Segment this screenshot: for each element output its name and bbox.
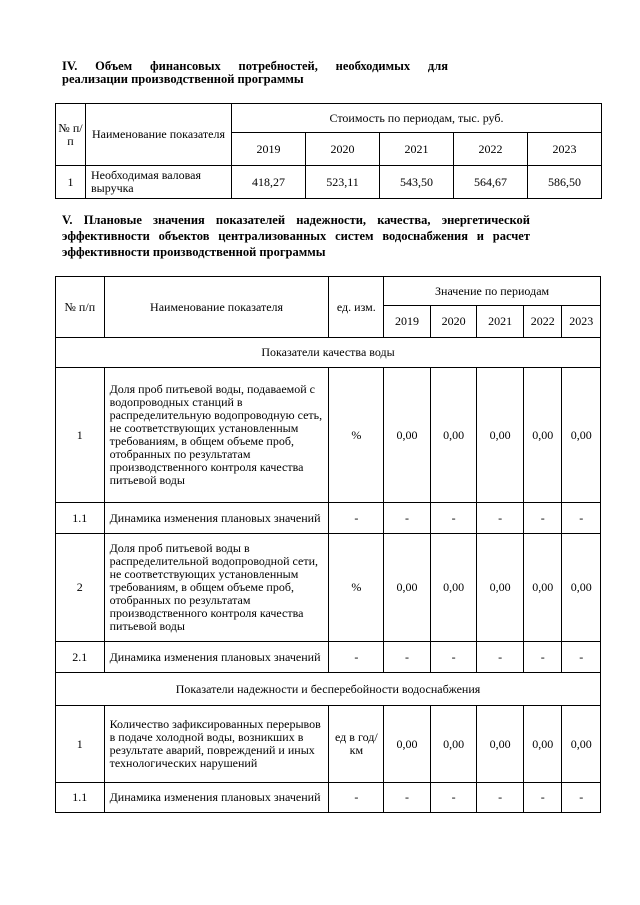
year-header: 2020 — [306, 133, 380, 166]
row-value: - — [430, 783, 477, 813]
row-value: - — [384, 783, 431, 813]
row-unit: ед в год/ км — [329, 706, 384, 783]
table-row — [56, 503, 601, 534]
row-num: 1 — [56, 706, 105, 783]
row-unit: - — [329, 642, 384, 673]
section4-title-line2: реализации производственной программы — [62, 72, 304, 86]
year-header: 2019 — [232, 133, 306, 166]
group-header-water-quality: Показатели качества воды — [56, 338, 601, 368]
row-value: - — [523, 503, 561, 534]
row-value: 0,00 — [430, 534, 477, 642]
row-value: - — [430, 642, 477, 673]
row-num: 1 — [56, 368, 105, 503]
section4-title-line1: IV. Объем финансовых потребностей, необходимых для — [62, 59, 448, 73]
row-value: 0,00 — [523, 368, 561, 503]
table-row — [56, 368, 601, 503]
row-value: 586,50 — [528, 166, 602, 199]
row-unit: - — [329, 783, 384, 813]
row-value: - — [523, 642, 561, 673]
row-value: - — [562, 503, 601, 534]
row-name: Динамика изменения плановых значений — [104, 783, 329, 813]
row-num: 1.1 — [56, 783, 105, 813]
year-header: 2019 — [384, 306, 431, 338]
row-value: - — [562, 783, 601, 813]
table-row — [56, 706, 601, 783]
year-header: 2020 — [430, 306, 477, 338]
row-value: 0,00 — [430, 368, 477, 503]
col-name-header: Наименование показателя — [86, 104, 232, 166]
year-header: 2021 — [380, 133, 454, 166]
row-value: - — [384, 642, 431, 673]
section5-title-line1: V. Плановые значения показателей надежности, качества, энергетической — [62, 213, 530, 227]
row-value: 523,11 — [306, 166, 380, 199]
row-value: 0,00 — [384, 706, 431, 783]
row-value: 0,00 — [523, 706, 561, 783]
financial-needs-table — [55, 103, 602, 199]
row-name: Динамика изменения плановых значений — [104, 503, 329, 534]
year-header: 2023 — [562, 306, 601, 338]
row-value: - — [477, 642, 524, 673]
row-value: - — [384, 503, 431, 534]
group-header-reliability: Показатели надежности и бесперебойности водоснабжения — [56, 673, 601, 706]
col-num-header: № п/п — [56, 277, 105, 338]
row-value: - — [562, 642, 601, 673]
year-header: 2022 — [454, 133, 528, 166]
section5-title-line3: эффективности производственной программы — [62, 245, 326, 259]
row-value: - — [523, 783, 561, 813]
indicators-table — [55, 276, 601, 813]
row-name: Количество зафиксированных перерывов в подаче холодной воды, возникших в результате аварий, повреждений и иных технологических нарушений — [104, 706, 329, 783]
table-row — [56, 783, 601, 813]
row-num: 1 — [56, 166, 86, 199]
row-name: Динамика изменения плановых значений — [104, 642, 329, 673]
row-value: 0,00 — [562, 368, 601, 503]
table-row — [56, 534, 601, 642]
row-unit: % — [329, 534, 384, 642]
row-value: - — [477, 503, 524, 534]
row-name: Доля проб питьевой воды, подаваемой с водопроводных станций в распределительную водопроводную сеть, не соответствующих установленным требованиям, в общем объеме проб, отобранных по результатам производственного контроля качества питьевой воды — [104, 368, 329, 503]
row-value: 0,00 — [562, 534, 601, 642]
year-header: 2023 — [528, 133, 602, 166]
row-value: 0,00 — [562, 706, 601, 783]
row-value: 0,00 — [477, 368, 524, 503]
row-value: - — [477, 783, 524, 813]
row-num: 1.1 — [56, 503, 105, 534]
row-value: - — [430, 503, 477, 534]
col-unit-header: ед. изм. — [329, 277, 384, 338]
row-value: 0,00 — [477, 706, 524, 783]
year-header: 2021 — [477, 306, 524, 338]
row-value: 0,00 — [430, 706, 477, 783]
row-value: 0,00 — [477, 534, 524, 642]
row-value: 418,27 — [232, 166, 306, 199]
row-unit: - — [329, 503, 384, 534]
section5-title-line2: эффективности объектов централизованных систем водоснабжения и расчет — [62, 229, 530, 243]
row-value: 0,00 — [384, 368, 431, 503]
row-name: Доля проб питьевой воды в распределительной водопроводной сети, не соответствующих установленным требованиям, в общем объеме проб, отобранных по результатам производственного контроля качества питьевой воды — [104, 534, 329, 642]
row-value: 564,67 — [454, 166, 528, 199]
table-row — [56, 166, 602, 199]
col-num-header: № п/п — [56, 104, 86, 166]
row-name: Необходимая валовая выручка — [86, 166, 232, 199]
row-num: 2 — [56, 534, 105, 642]
row-num: 2.1 — [56, 642, 105, 673]
table-row — [56, 642, 601, 673]
col-name-header: Наименование показателя — [104, 277, 329, 338]
row-value: 0,00 — [523, 534, 561, 642]
cost-by-periods-header: Стоимость по периодам, тыс. руб. — [232, 104, 602, 133]
row-value: 543,50 — [380, 166, 454, 199]
row-unit: % — [329, 368, 384, 503]
values-by-periods-header: Значение по периодам — [384, 277, 601, 306]
year-header: 2022 — [523, 306, 561, 338]
row-value: 0,00 — [384, 534, 431, 642]
